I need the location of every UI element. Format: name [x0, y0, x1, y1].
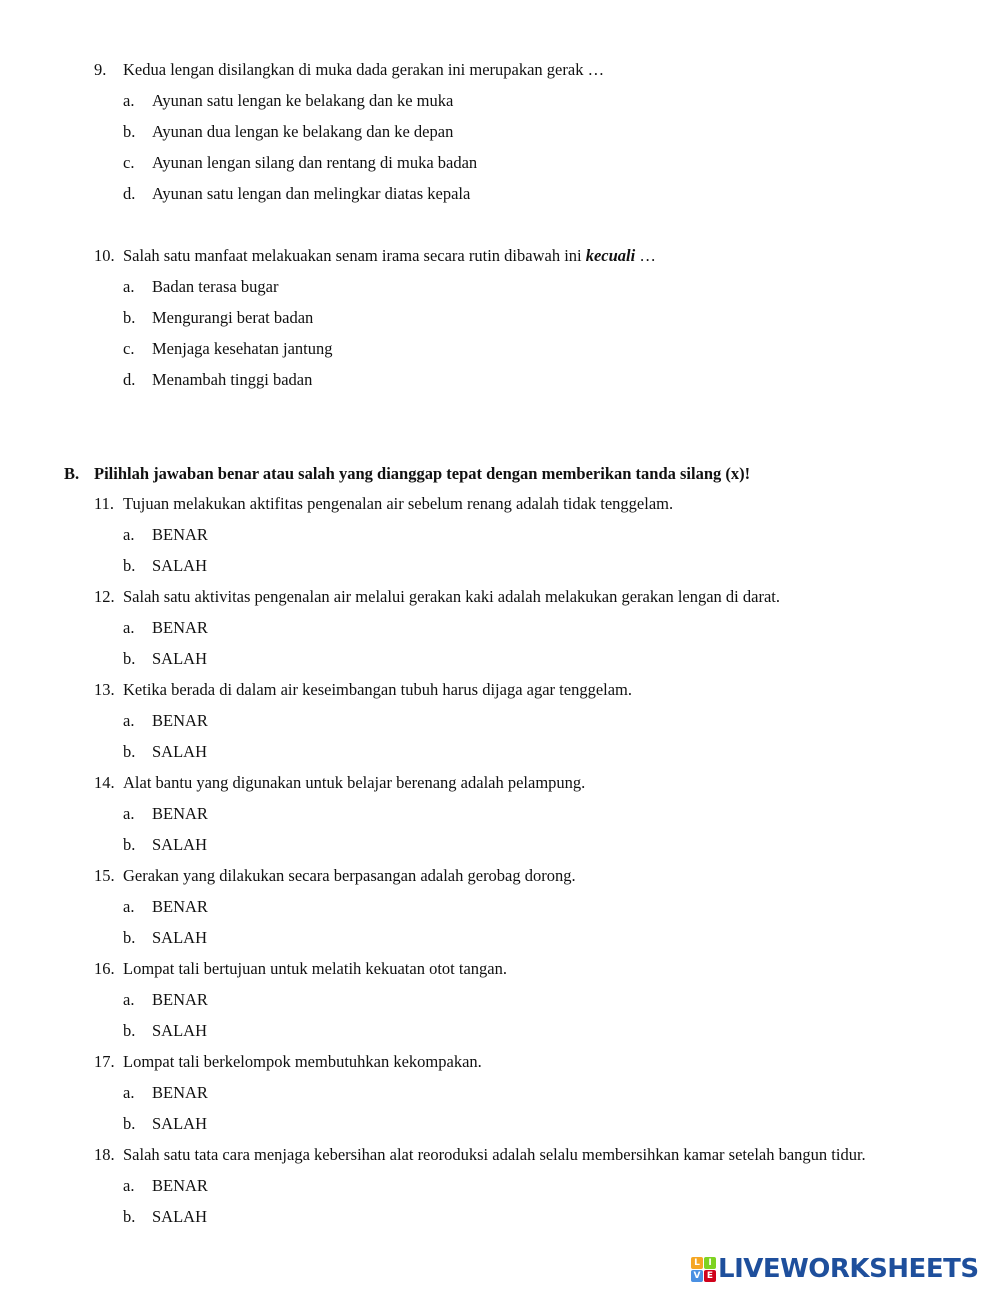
question-18: [94, 1145, 974, 1165]
option-9c[interactable]: [123, 153, 823, 173]
option-letter: a.: [123, 711, 135, 730]
option-9a[interactable]: [123, 91, 823, 111]
section-b-heading: [64, 464, 964, 484]
logo-grid-letter: L: [691, 1257, 703, 1269]
option-letter: b.: [123, 1207, 136, 1226]
logo-grid-letter: V: [691, 1270, 703, 1282]
question-text-ellipsis: …: [635, 246, 656, 265]
option-letter: c.: [123, 339, 135, 358]
option-letter: a.: [123, 618, 135, 637]
logo-grid-letter: E: [704, 1270, 716, 1282]
option-12b[interactable]: [123, 649, 823, 669]
option-11b[interactable]: [123, 556, 823, 576]
option-text: Ayunan satu lengan ke belakang dan ke muka: [152, 91, 454, 110]
option-text: SALAH: [152, 835, 208, 854]
option-10d[interactable]: [123, 370, 823, 390]
option-15b[interactable]: [123, 928, 823, 948]
option-text: SALAH: [152, 1114, 208, 1133]
option-letter: a.: [123, 525, 135, 544]
option-text: BENAR: [152, 1176, 208, 1195]
option-letter: a.: [123, 897, 135, 916]
option-text: SALAH: [152, 742, 208, 761]
option-9d[interactable]: [123, 184, 823, 204]
option-text: Mengurangi berat badan: [152, 308, 314, 327]
question-14: [94, 773, 974, 793]
option-text: BENAR: [152, 804, 208, 823]
option-16b[interactable]: [123, 1021, 823, 1041]
question-text: Gerakan yang dilakukan secara berpasangan adalah gerobag dorong.: [123, 866, 576, 885]
question-17: [94, 1052, 974, 1072]
option-text: BENAR: [152, 618, 208, 637]
question-text: Salah satu aktivitas pengenalan air melalui gerakan kaki adalah melakukan gerakan lengan di darat.: [123, 587, 780, 606]
logo-text: LIVEWORKSHEETS: [718, 1254, 979, 1284]
question-12: [94, 587, 974, 607]
option-10b[interactable]: [123, 308, 823, 328]
option-text: BENAR: [152, 990, 208, 1009]
question-text: Ketika berada di dalam air keseimbangan tubuh harus dijaga agar tenggelam.: [123, 680, 633, 699]
option-text: Ayunan satu lengan dan melingkar diatas kepala: [152, 184, 471, 203]
section-letter: B.: [64, 464, 80, 483]
question-9: [94, 60, 974, 80]
question-number: 14.: [94, 773, 115, 792]
option-text: Ayunan lengan silang dan rentang di muka badan: [152, 153, 478, 172]
option-text: BENAR: [152, 897, 208, 916]
option-text: SALAH: [152, 649, 208, 668]
option-letter: b.: [123, 308, 136, 327]
question-number: 18.: [94, 1145, 115, 1164]
question-number: 11.: [94, 494, 115, 513]
option-text: BENAR: [152, 1083, 208, 1102]
option-letter: a.: [123, 1083, 135, 1102]
logo-grid-icon: [691, 1257, 715, 1281]
option-letter: a.: [123, 804, 135, 823]
option-letter: d.: [123, 184, 136, 203]
question-text: Kedua lengan disilangkan di muka dada gerakan ini merupakan gerak …: [123, 60, 605, 79]
question-text: Tujuan melakukan aktifitas pengenalan air sebelum renang adalah tidak tenggelam.: [123, 494, 674, 513]
liveworksheets-logo: [691, 1254, 991, 1284]
question-13: [94, 680, 974, 700]
question-text-main: Salah satu manfaat melakuakan senam irama secara rutin dibawah ini: [123, 246, 586, 265]
option-letter: c.: [123, 153, 135, 172]
question-number: 15.: [94, 866, 115, 885]
option-18a[interactable]: [123, 1176, 823, 1196]
option-18b[interactable]: [123, 1207, 823, 1227]
question-text: Alat bantu yang digunakan untuk belajar berenang adalah pelampung.: [123, 773, 586, 792]
option-12a[interactable]: [123, 618, 823, 638]
option-10a[interactable]: [123, 277, 823, 297]
question-number: 9.: [94, 60, 107, 79]
option-text: SALAH: [152, 1207, 208, 1226]
option-letter: b.: [123, 1021, 136, 1040]
option-letter: b.: [123, 835, 136, 854]
question-text: Salah satu tata cara menjaga kebersihan alat reoroduksi adalah selalu membersihkan kamar setelah bangun tidur.: [123, 1145, 866, 1164]
question-16: [94, 959, 974, 979]
option-text: SALAH: [152, 928, 208, 947]
question-number: 13.: [94, 680, 115, 699]
option-15a[interactable]: [123, 897, 823, 917]
question-text: Lompat tali bertujuan untuk melatih kekuatan otot tangan.: [123, 959, 507, 978]
question-number: 17.: [94, 1052, 115, 1071]
option-text: Badan terasa bugar: [152, 277, 279, 296]
option-11a[interactable]: [123, 525, 823, 545]
option-13a[interactable]: [123, 711, 823, 731]
option-text: Menjaga kesehatan jantung: [152, 339, 333, 358]
option-letter: b.: [123, 556, 136, 575]
question-15: [94, 866, 974, 886]
option-17a[interactable]: [123, 1083, 823, 1103]
option-letter: a.: [123, 1176, 135, 1195]
option-16a[interactable]: [123, 990, 823, 1010]
option-text: SALAH: [152, 556, 208, 575]
option-letter: b.: [123, 649, 136, 668]
question-10: [94, 246, 974, 266]
option-letter: b.: [123, 122, 136, 141]
option-letter: b.: [123, 1114, 136, 1133]
option-text: SALAH: [152, 1021, 208, 1040]
option-text: Ayunan dua lengan ke belakang dan ke depan: [152, 122, 454, 141]
question-text: Lompat tali berkelompok membutuhkan kekompakan.: [123, 1052, 482, 1071]
option-letter: a.: [123, 277, 135, 296]
option-letter: b.: [123, 928, 136, 947]
option-17b[interactable]: [123, 1114, 823, 1134]
option-14b[interactable]: [123, 835, 823, 855]
question-emphasis: kecuali: [585, 246, 636, 265]
option-13b[interactable]: [123, 742, 823, 762]
option-letter: a.: [123, 990, 135, 1009]
question-number: 16.: [94, 959, 115, 978]
option-letter: a.: [123, 91, 135, 110]
option-letter: b.: [123, 742, 136, 761]
question-text: [123, 246, 656, 266]
option-text: BENAR: [152, 525, 208, 544]
logo-grid-letter: I: [704, 1257, 716, 1269]
question-11: [94, 494, 974, 514]
question-number: 10.: [94, 246, 115, 265]
option-text: Menambah tinggi badan: [152, 370, 313, 389]
option-letter: d.: [123, 370, 136, 389]
option-10c[interactable]: [123, 339, 823, 359]
question-number: 12.: [94, 587, 115, 606]
option-9b[interactable]: [123, 122, 823, 142]
section-instruction: Pilihlah jawaban benar atau salah yang dianggap tepat dengan memberikan tanda silang (x)!: [94, 464, 751, 483]
option-14a[interactable]: [123, 804, 823, 824]
option-text: BENAR: [152, 711, 208, 730]
